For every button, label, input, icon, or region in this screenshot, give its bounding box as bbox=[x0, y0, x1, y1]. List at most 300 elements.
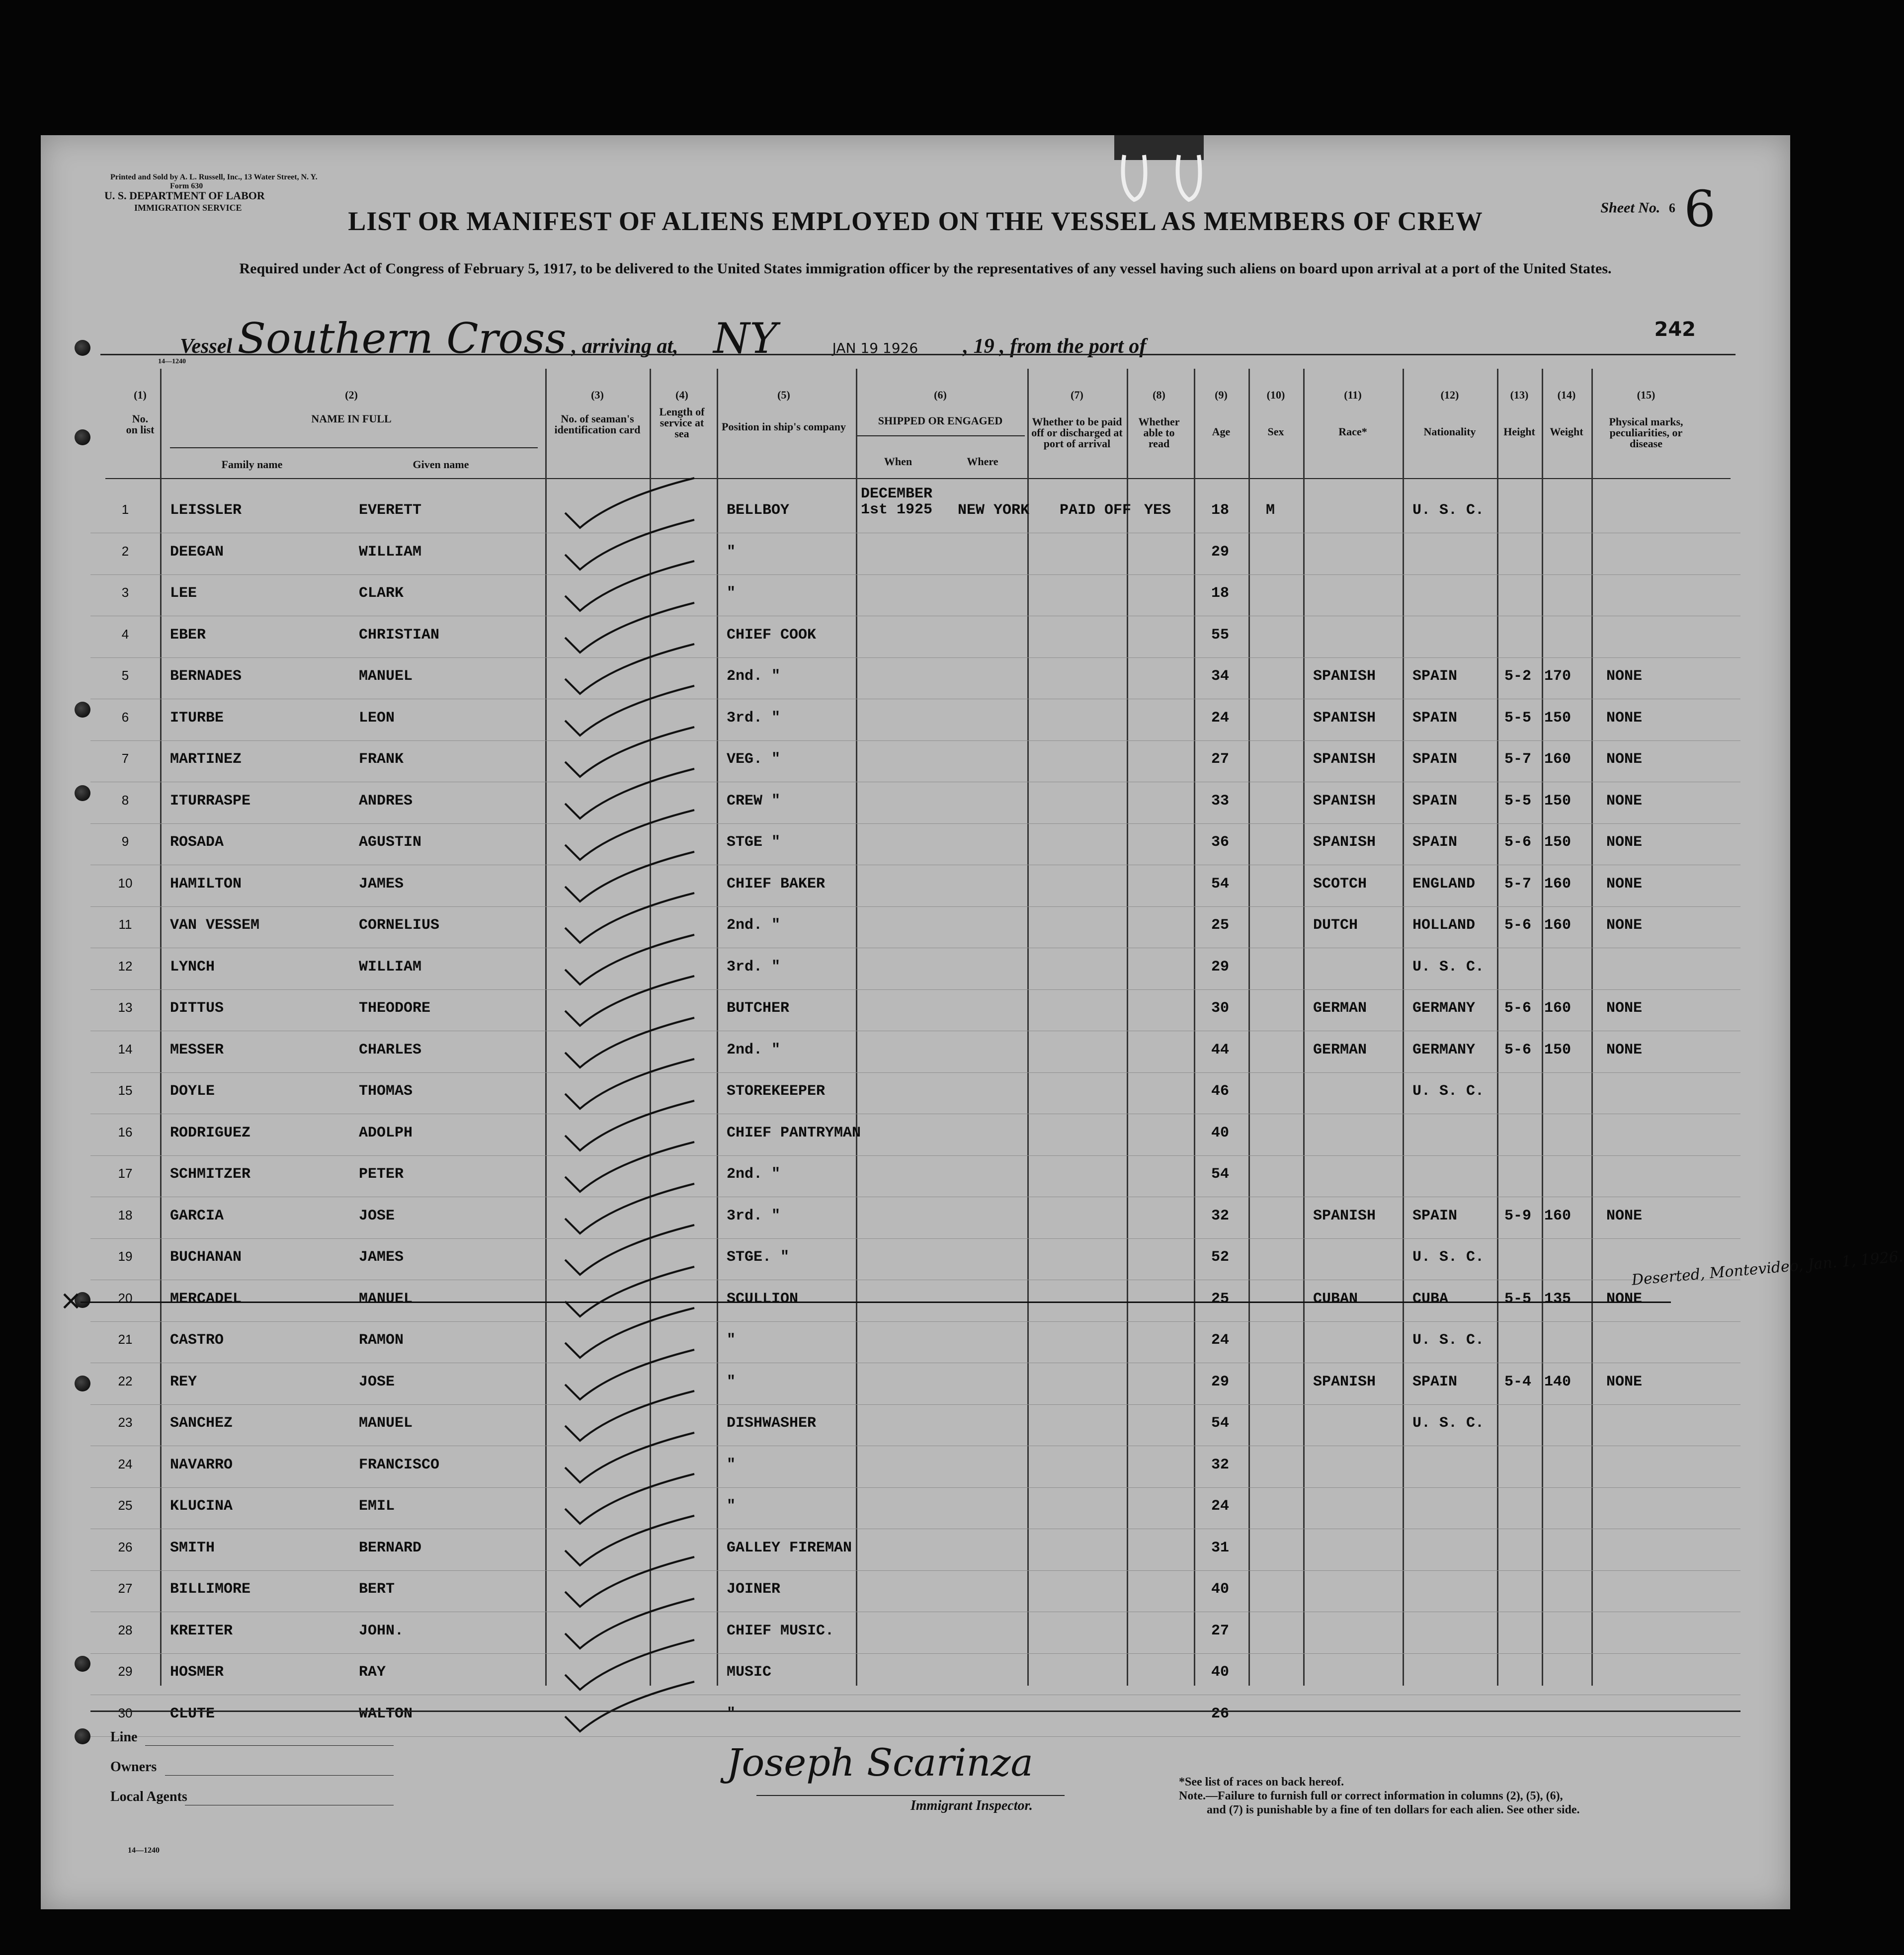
given-name: EVERETT bbox=[359, 502, 422, 519]
family-name: NAVARRO bbox=[170, 1456, 233, 1473]
col-header-nationality: Nationality bbox=[1423, 425, 1476, 438]
table-row bbox=[90, 825, 1740, 866]
col-header-age: Age bbox=[1212, 425, 1231, 438]
row-number: 27 bbox=[118, 1581, 133, 1596]
family-name: SMITH bbox=[170, 1539, 215, 1556]
table-row bbox=[90, 1448, 1740, 1488]
table-row bbox=[90, 486, 1740, 534]
position: VEG. " bbox=[727, 751, 781, 768]
age: 26 bbox=[1211, 1705, 1230, 1722]
age: 29 bbox=[1211, 1373, 1230, 1390]
col-header-id-card: No. of seaman's identification card bbox=[554, 412, 641, 436]
family-name: ITURBE bbox=[170, 709, 224, 727]
family-name: MERCADEL bbox=[170, 1290, 242, 1307]
table-row bbox=[90, 1697, 1740, 1737]
binder-clip-icon bbox=[1104, 135, 1214, 205]
table-row bbox=[90, 1614, 1740, 1654]
race: SPANISH bbox=[1313, 792, 1376, 810]
height: 5-5 bbox=[1504, 709, 1532, 727]
given-name: JAMES bbox=[359, 875, 404, 893]
age: 44 bbox=[1211, 1041, 1230, 1059]
given-name: RAMON bbox=[359, 1332, 404, 1349]
family-name: VAN VESSEM bbox=[170, 917, 260, 934]
given-name: ADOLPH bbox=[359, 1124, 413, 1141]
given-name: WILLIAM bbox=[359, 543, 422, 561]
position: STOREKEEPER bbox=[727, 1083, 826, 1100]
nationality: CUBA bbox=[1412, 1290, 1449, 1307]
manifest-sheet: Printed and Sold by A. L. Russell, Inc., 13 Water Street, N. Y. Form 630 U. S. DEPARTMENT OF LABOR IMMIGRATION SERVICE Sheet No. 6 6 LIST OR MANIFEST OF ALIENS EMPLOYED ON THE VESSEL AS MEMBERS OF CREW Required under Act of Congress of February 5, 1917, to be delivered to the United States immigration officer by the representatives of any vessel having such aliens on board upon arrival at a port of the United States. Vessel Southern Cross , arriving at, NY JAN 19 1926 , 19 , from the port of 242 14—1240 (1) No. on list (2) NAME IN FULL Family name Given name (3) No. of seaman's identification card (4) Length of service at sea (5) Position in ship's company (6) SHIPPED OR ENGAGED When Where (7) Whether to be paid off or discharged at port of arrival (8) Whether able to read (9) Age (10) Sex (11) Race* (12) Nationality (13) Height (14) Weight (15) Physical marks, peculiarities, or disease 1 LEISSLER EVERETT BELLBOY DECEMBER 1st 1925 NEW YORK PAID OFF YES 18 M U. S. C. 2 DEEGAN WILLIAM " 29 3 LEE CLARK " 18 4 EBER CHRISTIAN CHIEF COOK 55 5 BERNADES MANUEL 2nd. " 34 SPANISH SPAIN 5-2 170 NONE 6 ITURBE LEON 3rd. " 24 SPANISH SPAIN 5-5 150 NONE 7 MARTINEZ FRANK VEG. " 27 SPANISH SPAIN 5-7 160 NONE 8 ITURRASPE ANDRES CREW " 33 SPANISH SPAIN 5-5 150 NONE 9 ROSADA AGUSTIN STGE " 36 SPANISH SPAIN 5-6 150 NONE 10 HAMILTON JAMES CHIEF BAKER 54 SCOTCH ENGLAND 5-7 160 NONE 11 VAN VESSEM CORNELIUS 2nd. " 25 DUTCH HOLLAND 5-6 160 NONE 12 LYNCH WILLIAM 3rd. " 29 U. S. C. 13 DITTUS THEODORE BUTCHER 30 GERMAN GERMANY 5-6 160 NONE 14 MESSER CHARLES 2nd. " 44 GERMAN GERMANY 5-6 150 NONE 15 DOYLE THOMAS STOREKEEPER 46 U. S. C. 16 RODRIGUEZ ADOLPH CHIEF PANTRYMAN 40 17 SCHMITZER PETER 2nd. " 54 18 GARCIA JOSE 3rd. " 32 SPANISH SPAIN 5-9 160 NONE 19 BUCHANAN JAMES STGE. " 52 U. S. C. 20 MERCADEL MANUEL SCULLION 25 CUBAN CUBA 5-5 135 NONE Deserted, Montevideo, Jan. 1, 1926. × 21 CASTRO RAMON " 24 U. S. C. 22 REY JOSE " 29 SPANISH SPAIN 5-4 140 NONE 23 SANCHEZ MANUEL DISHWASHER 54 U. S. C. 24 NAVARRO FRANCISCO " 32 25 KLUCINA EMIL " 24 26 SMITH BERNARD GALLEY FIREMAN 31 27 BILLIMORE BERT JOINER 40 28 KREITER JOHN. CHIEF MUSIC. 27 29 HOSMER RAY MUSIC 40 30 CLUTE WALTON " 26 Line Owners Local Agents 14—1240 Joseph Scarinza Immigrant Inspector. *See list of races on back hereof. Note.—Failure to furnish full or correct information in columns (2), (5), (6), and (7) is punishable by a fine of ten dollars for each alien. See other side. bbox=[41, 135, 1790, 1909]
family-name: LEE bbox=[170, 585, 197, 602]
check-mark-icon bbox=[555, 1682, 699, 1736]
position: CHIEF MUSIC. bbox=[727, 1622, 834, 1639]
physical-marks: NONE bbox=[1606, 668, 1643, 685]
position: SCULLION bbox=[727, 1290, 799, 1307]
age: 36 bbox=[1211, 834, 1230, 851]
age: 32 bbox=[1211, 1207, 1230, 1224]
nationality: SPAIN bbox=[1412, 1207, 1458, 1224]
physical-marks: NONE bbox=[1606, 1207, 1643, 1224]
row-number: 6 bbox=[121, 709, 129, 725]
footer-form-code: 14—1240 bbox=[128, 1846, 160, 1855]
table-row bbox=[90, 701, 1740, 741]
row-number: 16 bbox=[118, 1124, 133, 1140]
given-name: WILLIAM bbox=[359, 958, 422, 976]
row-number: 19 bbox=[118, 1249, 133, 1264]
height: 5-5 bbox=[1504, 792, 1532, 810]
row-number: 28 bbox=[118, 1622, 133, 1637]
table-row bbox=[90, 991, 1740, 1032]
vessel-name: Southern Cross bbox=[237, 314, 567, 363]
row-number: 24 bbox=[118, 1456, 133, 1471]
table-row bbox=[90, 659, 1740, 700]
inspector-label: Immigrant Inspector. bbox=[911, 1798, 1033, 1813]
race: GERMAN bbox=[1313, 1041, 1367, 1059]
weight: 150 bbox=[1544, 1041, 1572, 1059]
given-name: JOHN. bbox=[359, 1622, 404, 1639]
age: 25 bbox=[1211, 1290, 1230, 1307]
table-row bbox=[90, 576, 1740, 617]
given-name: MANUEL bbox=[359, 1415, 413, 1432]
given-name: EMIL bbox=[359, 1498, 395, 1515]
age: 25 bbox=[1211, 917, 1230, 934]
position: BUTCHER bbox=[727, 1000, 790, 1017]
given-name: ANDRES bbox=[359, 792, 413, 810]
table-row bbox=[90, 1116, 1740, 1156]
nationality: SPAIN bbox=[1412, 1373, 1458, 1390]
race: SCOTCH bbox=[1313, 875, 1367, 893]
race: SPANISH bbox=[1313, 709, 1376, 727]
table-row bbox=[90, 1572, 1740, 1613]
weight: 160 bbox=[1544, 1207, 1572, 1224]
nationality: U. S. C. bbox=[1412, 1249, 1485, 1266]
given-name: JOSE bbox=[359, 1207, 395, 1224]
age: 55 bbox=[1211, 626, 1230, 644]
weight: 160 bbox=[1544, 1000, 1572, 1017]
table-row bbox=[90, 618, 1740, 658]
age: 52 bbox=[1211, 1249, 1230, 1266]
position: CREW " bbox=[727, 792, 781, 810]
height: 5-6 bbox=[1504, 1000, 1532, 1017]
position: 3rd. " bbox=[727, 1207, 781, 1224]
table-row bbox=[90, 1489, 1740, 1530]
row-number: 25 bbox=[118, 1498, 133, 1513]
age: 40 bbox=[1211, 1581, 1230, 1598]
table-row bbox=[90, 950, 1740, 990]
sex: M bbox=[1266, 502, 1275, 519]
table-row bbox=[90, 1655, 1740, 1696]
height: 5-7 bbox=[1504, 875, 1532, 893]
given-name: THEODORE bbox=[359, 1000, 431, 1017]
family-name: LEISSLER bbox=[170, 502, 242, 519]
vessel-line: Vessel Southern Cross , arriving at, NY JAN 19 1926 , 19 , from the port of bbox=[180, 314, 1147, 363]
race: GERMAN bbox=[1313, 1000, 1367, 1017]
col-header-physical-marks: Physical marks, peculiarities, or disease bbox=[1609, 415, 1683, 450]
age: 46 bbox=[1211, 1083, 1230, 1100]
age: 24 bbox=[1211, 1498, 1230, 1515]
table-row bbox=[90, 742, 1740, 783]
given-name: BERT bbox=[359, 1581, 395, 1598]
given-name: CORNELIUS bbox=[359, 917, 440, 934]
position: 3rd. " bbox=[727, 709, 781, 727]
nationality: SPAIN bbox=[1412, 834, 1458, 851]
col-header-where: Where bbox=[967, 455, 998, 468]
nationality: HOLLAND bbox=[1412, 917, 1476, 934]
form-number: Form 630 bbox=[170, 182, 203, 190]
row-number: 8 bbox=[121, 792, 129, 808]
weight: 170 bbox=[1544, 668, 1572, 685]
nationality: SPAIN bbox=[1412, 751, 1458, 768]
col-header-race: Race* bbox=[1338, 425, 1367, 438]
table-row bbox=[90, 1199, 1740, 1239]
position: CHIEF COOK bbox=[727, 626, 817, 644]
position: CHIEF BAKER bbox=[727, 875, 826, 893]
age: 54 bbox=[1211, 1166, 1230, 1183]
family-name: LYNCH bbox=[170, 958, 215, 976]
given-name: FRANK bbox=[359, 751, 404, 768]
row-number: 7 bbox=[121, 751, 129, 766]
table-row bbox=[90, 1531, 1740, 1571]
given-name: JAMES bbox=[359, 1249, 404, 1266]
shipped-when: DECEMBER 1st 1925 bbox=[861, 486, 933, 518]
row-number: 11 bbox=[118, 917, 132, 932]
family-name: MARTINEZ bbox=[170, 751, 242, 768]
family-name: ITURRASPE bbox=[170, 792, 251, 810]
position: " bbox=[727, 1373, 736, 1390]
family-name: SANCHEZ bbox=[170, 1415, 233, 1432]
physical-marks: NONE bbox=[1606, 917, 1643, 934]
printer-line: Printed and Sold by A. L. Russell, Inc., 13 Water Street, N. Y. bbox=[110, 173, 318, 181]
nationality: SPAIN bbox=[1412, 709, 1458, 727]
family-name: CASTRO bbox=[170, 1332, 224, 1349]
deserted-annotation: Deserted, Montevideo, Jan. 1, 1926. bbox=[1631, 1247, 1904, 1289]
physical-marks: NONE bbox=[1606, 875, 1643, 893]
row-number: 3 bbox=[121, 585, 129, 600]
nationality: U. S. C. bbox=[1412, 1083, 1485, 1100]
position: " bbox=[727, 1332, 736, 1349]
given-name: CHARLES bbox=[359, 1041, 422, 1059]
family-name: BERNADES bbox=[170, 668, 242, 685]
punch-hole bbox=[75, 1656, 90, 1672]
col-header-shipped: SHIPPED OR ENGAGED bbox=[878, 414, 1003, 427]
position: " bbox=[727, 1705, 736, 1722]
table-row bbox=[90, 867, 1740, 907]
inspector-signature: Joseph Scarinza bbox=[727, 1740, 1033, 1785]
nationality: U. S. C. bbox=[1412, 958, 1485, 976]
date-stamp: JAN 19 1926 bbox=[832, 340, 918, 356]
given-name: RAY bbox=[359, 1664, 386, 1681]
position: CHIEF PANTRYMAN bbox=[727, 1124, 861, 1141]
col-header-read: Whether able to read bbox=[1138, 415, 1180, 450]
department: U. S. DEPARTMENT OF LABOR bbox=[104, 189, 265, 202]
col-header-weight: Weight bbox=[1550, 425, 1583, 438]
col-header-name: NAME IN FULL bbox=[311, 412, 392, 425]
age: 40 bbox=[1211, 1664, 1230, 1681]
family-name: HOSMER bbox=[170, 1664, 224, 1681]
document-subtitle: Required under Act of Congress of February 5, 1917, to be delivered to the United States immigration officer by the representatives of any vessel having such aliens on board upon arrival at a port of the United States. bbox=[239, 260, 1612, 277]
position: STGE " bbox=[727, 834, 781, 851]
table-row bbox=[90, 908, 1740, 949]
given-name: JOSE bbox=[359, 1373, 395, 1390]
shipped-where: NEW YORK bbox=[958, 502, 1030, 519]
nationality: U. S. C. bbox=[1412, 1415, 1485, 1432]
race: SPANISH bbox=[1313, 834, 1376, 851]
col-header-family: Family name bbox=[221, 458, 283, 471]
col-header-length-service: Length of service at sea bbox=[659, 406, 705, 440]
weight: 135 bbox=[1544, 1290, 1572, 1307]
given-name: AGUSTIN bbox=[359, 834, 422, 851]
footer-local-agents: Local Agents bbox=[110, 1789, 187, 1804]
row-number: 15 bbox=[118, 1083, 133, 1098]
family-name: BUCHANAN bbox=[170, 1249, 242, 1266]
nationality: GERMANY bbox=[1412, 1041, 1476, 1059]
weight: 140 bbox=[1544, 1373, 1572, 1390]
position: 2nd. " bbox=[727, 917, 781, 934]
position: " bbox=[727, 1498, 736, 1515]
physical-marks: NONE bbox=[1606, 834, 1643, 851]
punch-hole bbox=[75, 1728, 90, 1744]
row-number: 29 bbox=[118, 1664, 133, 1679]
family-name: GARCIA bbox=[170, 1207, 224, 1224]
table-row bbox=[90, 1240, 1740, 1281]
physical-marks: NONE bbox=[1606, 751, 1643, 768]
family-name: DOYLE bbox=[170, 1083, 215, 1100]
table-row bbox=[90, 1033, 1740, 1073]
sheet-number-handwritten: 6 bbox=[1684, 180, 1716, 238]
age: 32 bbox=[1211, 1456, 1230, 1473]
paid-off: PAID OFF bbox=[1060, 502, 1132, 519]
age: 24 bbox=[1211, 709, 1230, 727]
race: SPANISH bbox=[1313, 1207, 1376, 1224]
position: " bbox=[727, 585, 736, 602]
height: 5-6 bbox=[1504, 1041, 1532, 1059]
weight: 160 bbox=[1544, 875, 1572, 893]
document-title: LIST OR MANIFEST OF ALIENS EMPLOYED ON THE VESSEL AS MEMBERS OF CREW bbox=[348, 206, 1483, 236]
able-to-read: YES bbox=[1144, 502, 1171, 519]
age: 24 bbox=[1211, 1332, 1230, 1349]
physical-marks: NONE bbox=[1606, 792, 1643, 810]
position: 2nd. " bbox=[727, 1041, 781, 1059]
row-number: 23 bbox=[118, 1415, 133, 1430]
weight: 150 bbox=[1544, 709, 1572, 727]
footer-owners: Owners bbox=[110, 1759, 157, 1775]
service: IMMIGRATION SERVICE bbox=[134, 203, 242, 213]
row-number: 17 bbox=[118, 1166, 133, 1181]
position: JOINER bbox=[727, 1581, 781, 1598]
age: 27 bbox=[1211, 1622, 1230, 1639]
list-number: 242 bbox=[1654, 318, 1696, 341]
family-name: REY bbox=[170, 1373, 197, 1390]
table-row bbox=[90, 1365, 1740, 1405]
position: 2nd. " bbox=[727, 1166, 781, 1183]
age: 40 bbox=[1211, 1124, 1230, 1141]
table-row bbox=[90, 1406, 1740, 1447]
nationality: U. S. C. bbox=[1412, 1332, 1485, 1349]
given-name: PETER bbox=[359, 1166, 404, 1183]
age: 34 bbox=[1211, 668, 1230, 685]
given-name: MANUEL bbox=[359, 668, 413, 685]
table-row bbox=[90, 1074, 1740, 1115]
family-name: BILLIMORE bbox=[170, 1581, 251, 1598]
table-row bbox=[90, 784, 1740, 824]
col-header-sex: Sex bbox=[1267, 425, 1284, 438]
height: 5-2 bbox=[1504, 668, 1532, 685]
race: SPANISH bbox=[1313, 1373, 1376, 1390]
col-header-height: Height bbox=[1503, 425, 1535, 438]
row-number: 20 bbox=[118, 1290, 133, 1305]
height: 5-6 bbox=[1504, 917, 1532, 934]
family-name: SCHMITZER bbox=[170, 1166, 251, 1183]
arrival-port: NY bbox=[713, 314, 778, 363]
given-name: WALTON bbox=[359, 1705, 413, 1722]
age: 30 bbox=[1211, 1000, 1230, 1017]
punch-hole bbox=[75, 1376, 90, 1391]
row-number: 12 bbox=[118, 958, 133, 974]
table-row bbox=[90, 535, 1740, 575]
sheet-number: Sheet No. 6 6 bbox=[1600, 180, 1716, 238]
nationality: SPAIN bbox=[1412, 668, 1458, 685]
family-name: EBER bbox=[170, 626, 206, 644]
height: 5-7 bbox=[1504, 751, 1532, 768]
col-header-paid-off: Whether to be paid off or discharged at port of arrival bbox=[1031, 415, 1123, 450]
position: MUSIC bbox=[727, 1664, 772, 1681]
physical-marks: NONE bbox=[1606, 1041, 1643, 1059]
position: BELLBOY bbox=[727, 502, 790, 519]
row-number: 26 bbox=[118, 1539, 133, 1554]
nationality: U. S. C. bbox=[1412, 502, 1485, 519]
given-name: CLARK bbox=[359, 585, 404, 602]
age: 18 bbox=[1211, 585, 1230, 602]
race: DUTCH bbox=[1313, 917, 1358, 934]
given-name: BERNARD bbox=[359, 1539, 422, 1556]
footer-line: Line bbox=[110, 1729, 138, 1745]
given-name: MANUEL bbox=[359, 1290, 413, 1307]
position: 3rd. " bbox=[727, 958, 781, 976]
row-number: 18 bbox=[118, 1207, 133, 1222]
position: " bbox=[727, 543, 736, 561]
family-name: MESSER bbox=[170, 1041, 224, 1059]
row-number: 5 bbox=[121, 668, 129, 683]
family-name: ROSADA bbox=[170, 834, 224, 851]
race: SPANISH bbox=[1313, 668, 1376, 685]
age: 27 bbox=[1211, 751, 1230, 768]
position: STGE. " bbox=[727, 1249, 790, 1266]
race: SPANISH bbox=[1313, 751, 1376, 768]
age: 33 bbox=[1211, 792, 1230, 810]
age: 29 bbox=[1211, 543, 1230, 561]
col-header-position: Position in ship's company bbox=[722, 420, 846, 433]
row-number: 4 bbox=[121, 626, 129, 642]
nationality: SPAIN bbox=[1412, 792, 1458, 810]
given-name: THOMAS bbox=[359, 1083, 413, 1100]
row-number: 14 bbox=[118, 1041, 133, 1057]
weight: 160 bbox=[1544, 917, 1572, 934]
physical-marks: NONE bbox=[1606, 1373, 1643, 1390]
position: " bbox=[727, 1456, 736, 1473]
form-code: 14—1240 bbox=[158, 358, 186, 365]
height: 5-4 bbox=[1504, 1373, 1532, 1390]
physical-marks: NONE bbox=[1606, 1290, 1643, 1307]
weight: 160 bbox=[1544, 751, 1572, 768]
row-number: 22 bbox=[118, 1373, 133, 1388]
race: CUBAN bbox=[1313, 1290, 1358, 1307]
physical-marks: NONE bbox=[1606, 1000, 1643, 1017]
row-number: 1 bbox=[121, 502, 129, 517]
nationality: GERMANY bbox=[1412, 1000, 1476, 1017]
col-header-no: No. on list bbox=[126, 412, 155, 436]
family-name: DITTUS bbox=[170, 1000, 224, 1017]
strike-through-line bbox=[81, 1302, 1671, 1303]
x-mark-icon: × bbox=[60, 1284, 83, 1316]
given-name: LEON bbox=[359, 709, 395, 727]
age: 31 bbox=[1211, 1539, 1230, 1556]
punch-hole bbox=[75, 702, 90, 718]
age: 54 bbox=[1211, 875, 1230, 893]
family-name: KLUCINA bbox=[170, 1498, 233, 1515]
weight: 150 bbox=[1544, 792, 1572, 810]
age: 29 bbox=[1211, 958, 1230, 976]
row-number: 13 bbox=[118, 1000, 133, 1015]
row-number: 30 bbox=[118, 1705, 133, 1720]
position: DISHWASHER bbox=[727, 1415, 817, 1432]
col-header-given: Given name bbox=[413, 458, 469, 471]
punch-hole bbox=[75, 340, 90, 356]
row-number: 2 bbox=[121, 543, 129, 559]
given-name: CHRISTIAN bbox=[359, 626, 440, 644]
position: GALLEY FIREMAN bbox=[727, 1539, 852, 1556]
position: 2nd. " bbox=[727, 668, 781, 685]
physical-marks: NONE bbox=[1606, 709, 1643, 727]
table-row bbox=[90, 1323, 1740, 1364]
height: 5-9 bbox=[1504, 1207, 1532, 1224]
age: 54 bbox=[1211, 1415, 1230, 1432]
row-number: 9 bbox=[121, 834, 129, 849]
height: 5-6 bbox=[1504, 834, 1532, 851]
row-number: 21 bbox=[118, 1332, 133, 1347]
age: 18 bbox=[1211, 502, 1230, 519]
family-name: KREITER bbox=[170, 1622, 233, 1639]
table-row bbox=[90, 1157, 1740, 1198]
given-name: FRANCISCO bbox=[359, 1456, 440, 1473]
col-header-when: When bbox=[884, 455, 912, 468]
punch-hole bbox=[75, 785, 90, 801]
footer-notes: *See list of races on back hereof. Note.—Failure to furnish full or correct information in columns (2), (5), (6), and (7) is punishable by a fine of ten dollars for each alien. See other side. bbox=[1179, 1776, 1580, 1816]
family-name: RODRIGUEZ bbox=[170, 1124, 251, 1141]
weight: 150 bbox=[1544, 834, 1572, 851]
family-name: DEEGAN bbox=[170, 543, 224, 561]
height: 5-5 bbox=[1504, 1290, 1532, 1307]
row-number: 10 bbox=[118, 875, 133, 891]
family-name: HAMILTON bbox=[170, 875, 242, 893]
